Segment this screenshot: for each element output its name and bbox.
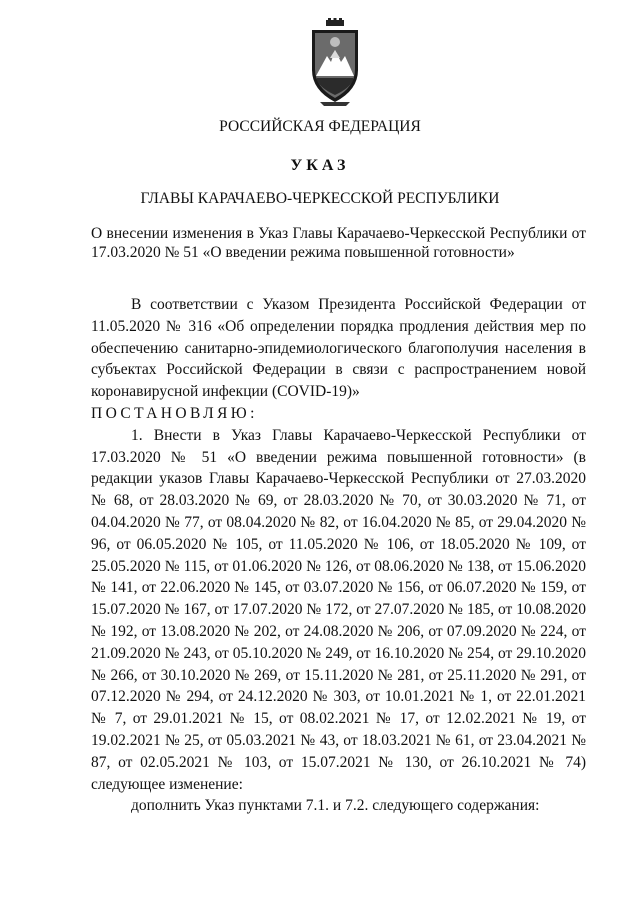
coat-of-arms-icon (300, 18, 370, 108)
item-1-paragraph: 1. Внести в Указ Главы Карачаево-Черкесской Республики от 17.03.2020 № 51 «О введении режима повышенной готовности» (в редакции указов Главы Карачаево-Черкесской Республики от 27.03.2020 № 68, от 28.03.2020 № 69, от 28.03.2020 № 70, от 30.03.2020 № 71, от 04.04.2020 № 77, от 08.04.2020 № 82, от 16.04.2020 № 85, от 29.04.2020 № 96, от 06.05.2020 № 105, от 11.05.2020 № 106, от 18.05.2020 № 109, от 25.05.2020 № 115, от 01.06.2020 № 126, от 08.06.2020 № 138, от 15.06.2020 № 141, от 22.06.2020 № 145, от 03.07.2020 № 156, от 06.07.2020 № 159, от 15.07.2020 № 167, от 17.07.2020 № 172, от 27.07.2020 № 185, от 10.08.2020 № 192, от 13.08.2020 № 202, от 24.08.2020 № 206, от 07.09.2020 № 224, от 21.09.2020 № 243, от 05.10.2020 № 249, от 16.10.2020 № 254, от 29.10.2020 № 266, от 30.10.2020 № 269, от 15.11.2020 № 281, от 25.11.2020 № 291, от 07.12.2020 № 294, от 24.12.2020 № 303, от 10.01.2021 № 1, от 22.01.2021 № 7, от 29.01.2021 № 15, от 08.02.2021 № 17, от 12.02.2021 № 19, от 19.02.2021 № 25, от 05.03.2021 № 43, от 18.03.2021 № 61, от 23.04.2021 № 87, от 02.05.2021 № 103, от 15.07.2021 № 130, от 26.10.2021 № 74) следующее изменение: (91, 426, 586, 793)
federation-heading: РОССИЙСКАЯ ФЕДЕРАЦИЯ (219, 118, 421, 135)
document-type-heading: УКАЗ (290, 157, 350, 174)
item-1-subparagraph: дополнить Указ пунктами 7.1. и 7.2. следующего содержания: (131, 797, 540, 815)
decree-subject: О внесении изменения в Указ Главы Карачаево-Черкесской Республики от 17.03.2020 № 51 «О введении режима повышенной готовности» (91, 225, 586, 261)
preamble-paragraph: В соответствии с Указом Президента Российской Федерации от 11.05.2020 № 316 «Об определении порядка продления действия мер по обеспечению санитарно-эпидемиологического благополучия населения в субъектах Российской Федерации в связи с распространением новой коронавирусной инфекции (COVID-19)» (91, 296, 586, 401)
decree-body (91, 294, 586, 817)
issuer-heading: ГЛАВЫ КАРАЧАЕВО-ЧЕРКЕССКОЙ РЕСПУБЛИКИ (140, 190, 500, 207)
decree-word: ПОСТАНОВЛЯЮ: (91, 404, 258, 422)
